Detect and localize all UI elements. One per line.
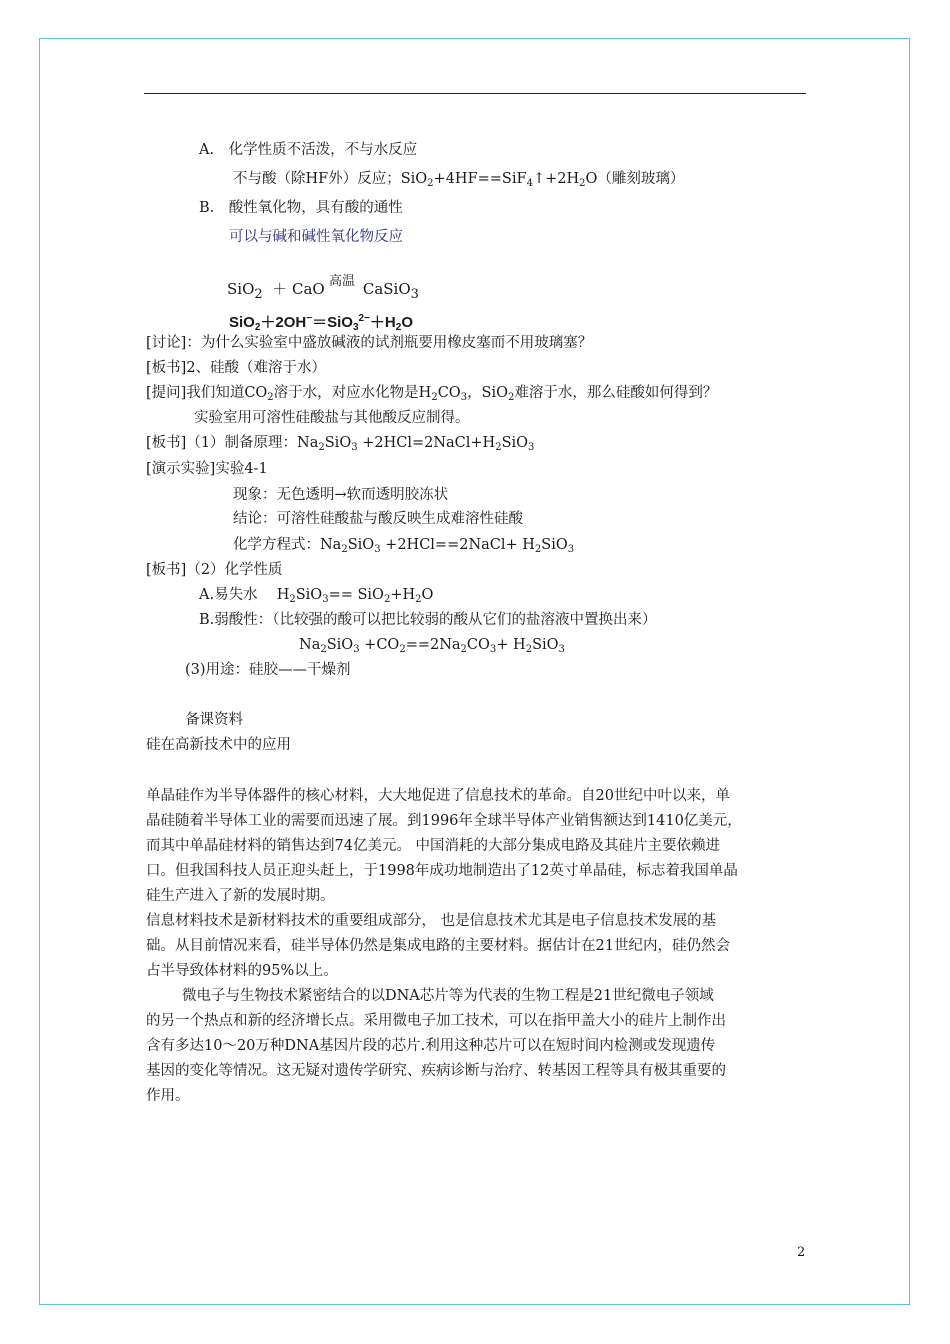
weak-acid-line: B.弱酸性：（比较强的酸可以把比较弱的酸从它们的盐溶液中置换出来）: [199, 612, 657, 628]
paragraph-2-line-1: 信息材料技术是新材料技术的重要组成部分， 也是信息技术尤其是电子信息技术发展的基: [146, 913, 717, 929]
paragraph-3-line-4: 基因的变化等情况。这无疑对遗传学研究、疾病诊断与治疗、转基因工程等具有极其重要的: [146, 1063, 726, 1079]
reaction-condition: 高温: [329, 274, 356, 289]
lab-method-line: 实验室用可溶性硅酸盐与其他酸反应制得。: [194, 410, 470, 426]
board-preparation: [板书]（1）制备原理：$Na_2SiO_3$ $+2HCl=2NaCl+H_2SiO_3$: [146, 435, 535, 453]
paragraph-1-line-3: 而其中单晶硅材料的销售达到74亿美元。 中国消耗的大部分集成电路及其硅片主要依赖进: [146, 838, 721, 854]
paragraph-2-line-2: 础。从目前情况来看，硅半导体仍然是集成电路的主要材料。据估计在21世纪内，硅仍然会: [146, 938, 730, 954]
prep-material-heading: 备课资料: [185, 712, 243, 728]
property-b-title: B. 酸性氧化物，具有酸的通性: [199, 200, 403, 216]
equation-sio2-cao: SiO$_2$ ＋ CaO CaSiO$_3$: [227, 280, 419, 302]
page-number: 2: [797, 1245, 806, 1260]
usage-line: (3)用途：硅胶——干燥剂: [185, 662, 351, 678]
paragraph-1-line-1: 单晶硅作为半导体器件的核心材料，大大地促进了信息技术的革命。自20世纪中叶以来，单: [146, 788, 730, 804]
paragraph-3-line-3: 含有多达10～20万种DNA基因片段的芯片.利用这种芯片可以在短时间内检测或发现遗传: [146, 1038, 716, 1054]
demo-experiment: [演示实验]实验4-1: [146, 461, 268, 477]
paragraph-3-line-5: 作用。: [146, 1088, 190, 1104]
paragraph-1-line-4: 口。但我国科技人员正迎头赶上，于1998年成功地制造出了12英寸单晶硅，标志着我国单晶: [146, 863, 738, 879]
board-silicic-acid: [板书]2、硅酸（难溶于水）: [146, 360, 327, 376]
property-a-title: A. 化学性质不活泼，不与水反应: [199, 142, 418, 158]
article-title: 硅在高新技术中的应用: [146, 737, 291, 753]
conclusion-line: 结论：可溶性硅酸盐与酸反映生成难溶性硅酸: [233, 511, 523, 527]
loss-water-line: A.易失水 $H_2SiO_3== SiO_2+H_2O$: [199, 587, 434, 605]
phenomenon-line: 现象：无色透明→软而透明胶冻状: [233, 487, 449, 503]
base-reaction-line: 可以与碱和碱性氧化物反应: [229, 229, 403, 245]
weak-acid-equation: $Na_2SiO_3 +CO_2==2Na_2CO_3+ H_2SiO_3$: [299, 637, 565, 655]
paragraph-2-line-3: 占半导致体材料的95%以上。: [146, 963, 338, 979]
equation-sio2-oh: $SiO_2+2OH^-=SiO_3^{2-}+H_2O$: [229, 313, 413, 333]
header-rule: [144, 93, 806, 94]
paragraph-1-line-5: 硅生产进入了新的发展时期。: [146, 888, 335, 904]
question-line: [提问]我们知道$CO_2$溶于水，对应水化物是$H_2CO_3$，SiO$_2$难溶于水，那么硅酸如何得到？: [146, 385, 718, 403]
page-frame: [39, 38, 910, 1305]
board-chemical-properties: [板书]（2）化学性质: [146, 562, 283, 578]
acid-reaction-line: 不与酸（除HF外）反应；$SiO_2+4HF==SiF_4↑+2H_2O$（雕刻玻璃）: [233, 171, 685, 189]
discussion-line: [讨论]：为什么实验室中盛放碱液的试剂瓶要用橡皮塞而不用玻璃塞？: [146, 335, 593, 351]
paragraph-3-line-2: 的另一个热点和新的经济增长点。采用微电子加工技术，可以在指甲盖大小的硅片上制作出: [146, 1013, 726, 1029]
paragraph-3-line-1: 微电子与生物技术紧密结合的以DNA芯片等为代表的生物工程是21世纪微电子领域: [182, 988, 714, 1004]
chemical-equation-line: 化学方程式：$Na_2SiO_3$ +2HCl==2NaCl+ $H_2SiO_3$: [233, 537, 575, 555]
paragraph-1-line-2: 晶硅随着半导体工业的需要而迅速了展。到1996年全球半导体产业销售额达到1410亿美元，: [146, 813, 742, 829]
